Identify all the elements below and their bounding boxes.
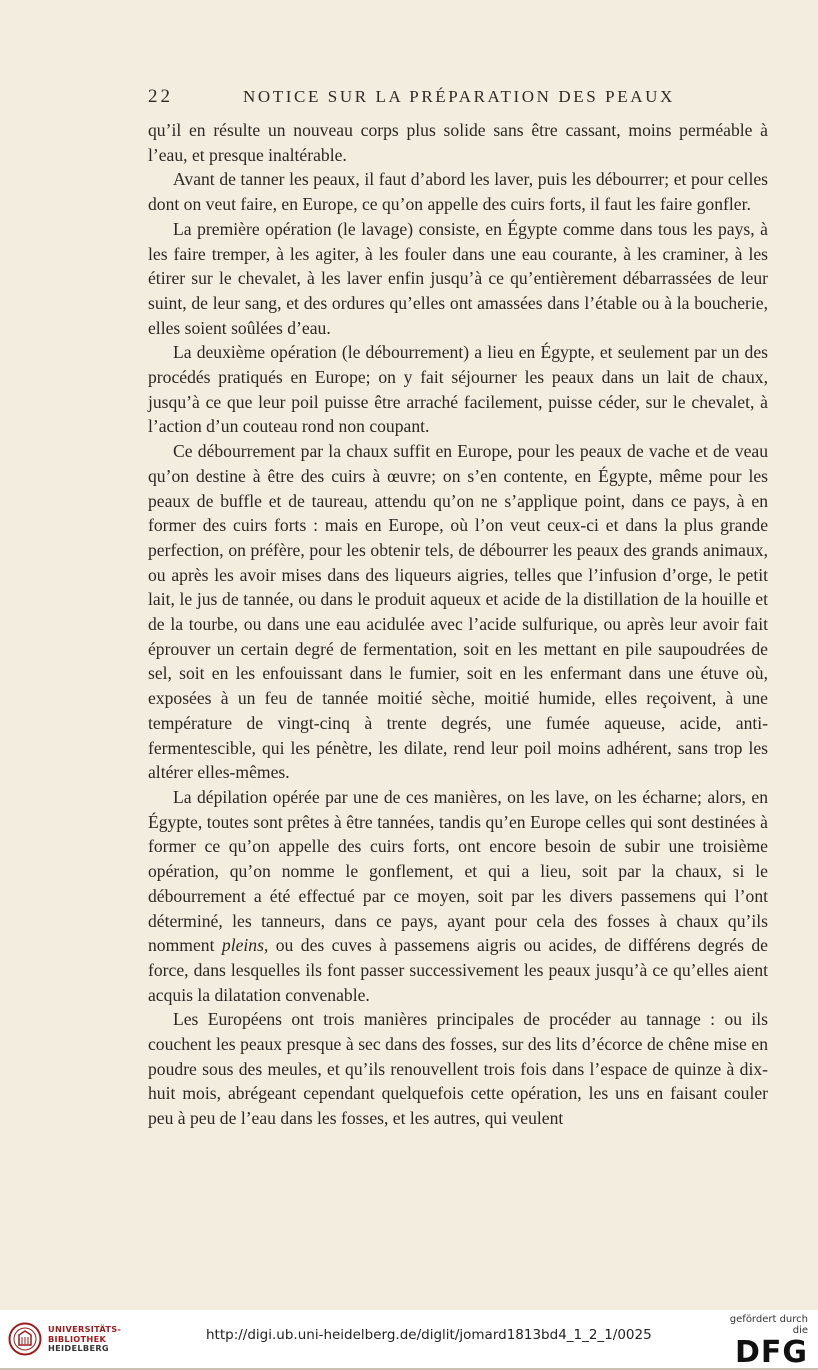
running-title: NOTICE SUR LA PRÉPARATION DES PEAUX (243, 87, 675, 106)
university-seal-icon (8, 1322, 42, 1356)
paragraph-text: ou des cuves à passemens aigris ou acides, de différens degrés de force, dans lesquelles ils font passer successivement les peaux jusqu’à ce qu’elles aient acquis la dilatation convenable. (148, 935, 768, 1005)
library-name-line: UNIVERSITÄTS- (48, 1324, 122, 1334)
paragraph: Ce débourrement par la chaux suffit en Europe, pour les peaux de vache et de veau qu’on destine à être des cuirs à œuvre; on s’en contente, en Égypte, même pour les peaux de buffle et de taureau, attendu qu’on ne s’applique point, dans ce pays, à en former des cuirs forts : mais en Europe, où l’on veut ceux-ci et dans la plus grande perfection, on préfère, pour les obtenir tels, de débourrer les peaux des grands animaux, ou après les avoir mises dans des liqueurs aigries, telles que l’infusion d’orge, le petit lait, le jus de tannée, ou dans le produit aqueux et acide de la distillation de la houille et de la tourbe, ou dans une eau acidulée avec l’acide sulfurique, ou après leur avoir fait éprouver un certain degré de fermentation, soit en les mettant en pile saupoudrées de sel, soit en les enfouissant dans le fumier, soit en les enfermant dans une étuve où, exposées à un feu de tannée moitié sèche, moitié humide, elles reçoivent, à une température de vingt-cinq à trente degrés, une fumée aqueuse, acide, anti-fermentescible, qui les pénètre, les dilate, rend leur poil moins adhérent, sans trop les altérer elles-mêmes. (148, 441, 768, 783)
permalink-url[interactable]: http://digi.ub.uni-heidelberg.de/diglit/jomard1813bd4_1_2_1/0025 (206, 1327, 652, 1343)
paragraph: Les Européens ont trois manières principales de procéder au tannage : ou ils couchent les peaux presque à sec dans des fosses, sur des lits d’écorce de chêne mise en poudre sous des meules, et qu’ils renouvellent trois fois dans l’espace de quinze à dix-huit mois, abrégeant cependant quelquefois cette opération, les uns en faisant couler peu à peu de l’eau dans les fosses, et les autres, qui veulent (148, 1009, 768, 1129)
page-number: 22 (148, 86, 173, 107)
library-logo[interactable] (8, 1320, 128, 1360)
funder-caption: gefördert durch die (729, 1314, 808, 1336)
library-name-line: HEIDELBERG (48, 1343, 109, 1353)
paragraph: Avant de tanner les peaux, il faut d’abord les laver, puis les débourrer; et pour celles dont on veut faire, en Europe, ce qu’on appelle des cuirs forts, il faut les faire gonfler. (148, 169, 768, 215)
viewer-footer (0, 1310, 818, 1368)
dfg-logo: DFG (734, 1335, 808, 1370)
paragraph: La deuxième opération (le débourrement) a lieu en Égypte, et seulement par un des procédés pratiqués en Europe; on y fait séjourner les peaux dans un lait de chaux, jusqu’à ce que leur poil puisse être arraché facilement, puisse céder, sur le chevalet, à l’action d’un couteau rond non coupant. (148, 342, 768, 437)
funder-logo[interactable] (718, 1314, 808, 1370)
library-name (48, 1325, 121, 1354)
library-name-line: BIBLIOTHEK (48, 1333, 107, 1344)
paragraph: La première opération (le lavage) consiste, en Égypte comme dans tous les pays, à les faire tremper, à les agiter, à les fouler dans une eau courante, à les craminer, à les étirer sur le chevalet, à les laver enfin jusqu’à ce qu’entièrement débarrassées de leur suint, de leur sang, et des ordures qu’elles ont amassées dans l’étable ou à la boucherie, elles soient soûlées d’eau. (148, 218, 768, 338)
page-header (148, 86, 768, 112)
italic-term: pleins, (221, 935, 269, 956)
paragraph: qu’il en résulte un nouveau corps plus solide sans être cassant, moins perméable à l’eau, et presque inaltérable. (148, 120, 768, 165)
paragraph (148, 785, 768, 1007)
paragraph-text: La dépilation opérée par une de ces manières, on les lave, on les écharne; alors, en Égypte, toutes sont prêtes à être tannées, tandis qu’en Europe celles qui sont destinées à former ce qu’on appelle des cuirs forts, ont encore besoin de subir une troisième opération, qu’on nomme le gonflement, et qui a lieu, soit par la chaux, si le débourrement a été effectué par ce moyen, soit par les divers passemens qui l’ont déterminé, les tanneurs, dans ce pays, ayant pour cela des fosses à chaux qu’ils nomment (148, 786, 768, 956)
body-text (148, 118, 768, 1131)
